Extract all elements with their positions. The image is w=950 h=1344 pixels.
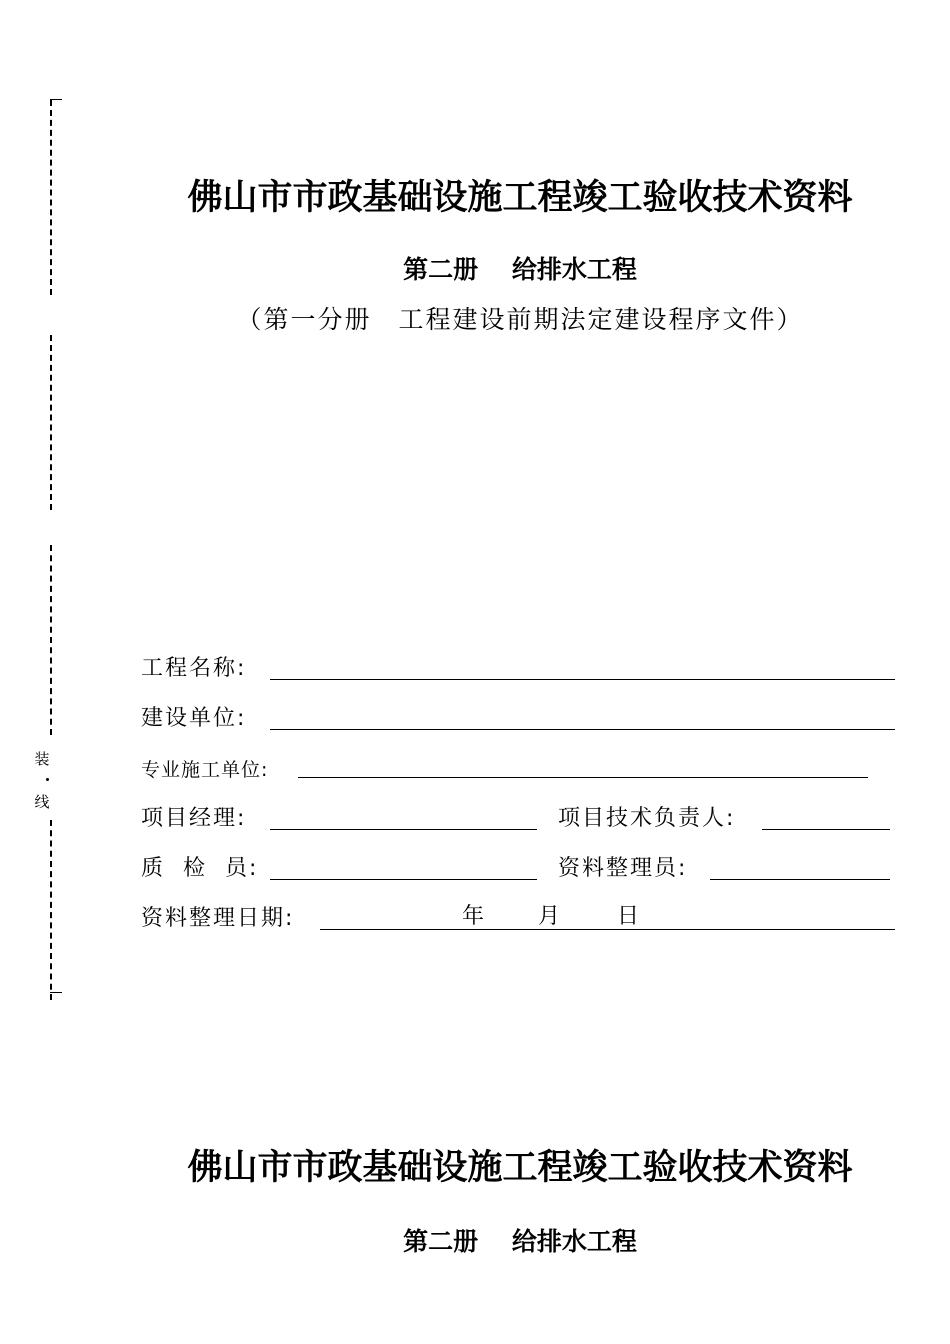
- year-label: 年: [462, 904, 485, 929]
- project-manager-field[interactable]: [270, 829, 537, 830]
- binding-char-zhuang: 装: [34, 750, 50, 768]
- quality-inspector-field[interactable]: [270, 879, 537, 880]
- cover-title: 佛山市市政基础设施工程竣工验收技术资料: [187, 178, 853, 218]
- specialty-unit-field[interactable]: [298, 777, 868, 778]
- day-label: 日: [617, 904, 640, 929]
- cover-title-2: 佛山市市政基础设施工程竣工验收技术资料: [187, 1148, 853, 1188]
- volume-title-2: 第二册 给排水工程: [403, 1227, 637, 1256]
- date-label: 资料整理日期:: [141, 906, 295, 931]
- binding-dashed-segment: [50, 335, 52, 510]
- quality-inspector-label: 质 检 员:: [141, 856, 259, 881]
- binding-char-xian: 线: [34, 793, 50, 811]
- month-label: 月: [538, 904, 561, 929]
- technical-lead-label: 项目技术负责人:: [558, 806, 736, 831]
- specialty-unit-label: 专业施工单位:: [141, 759, 269, 781]
- binding-corner-bottom: [50, 992, 62, 993]
- construction-unit-field[interactable]: [270, 729, 895, 730]
- project-manager-label: 项目经理:: [141, 806, 247, 831]
- date-field[interactable]: [320, 929, 895, 930]
- binding-dashed-segment: [50, 545, 52, 735]
- data-organizer-field[interactable]: [710, 879, 890, 880]
- volume-title: 第二册 给排水工程: [403, 255, 637, 284]
- binding-dashed-segment: [50, 100, 52, 295]
- technical-lead-field[interactable]: [762, 829, 890, 830]
- data-organizer-label: 资料整理员:: [558, 856, 688, 881]
- project-name-label: 工程名称:: [141, 656, 247, 681]
- construction-unit-label: 建设单位:: [141, 706, 247, 731]
- project-name-field[interactable]: [270, 679, 895, 680]
- subvolume-title: （第一分册 工程建设前期法定建设程序文件）: [236, 305, 804, 334]
- binding-dashed-segment: [50, 820, 52, 1000]
- binding-dot: [46, 778, 49, 781]
